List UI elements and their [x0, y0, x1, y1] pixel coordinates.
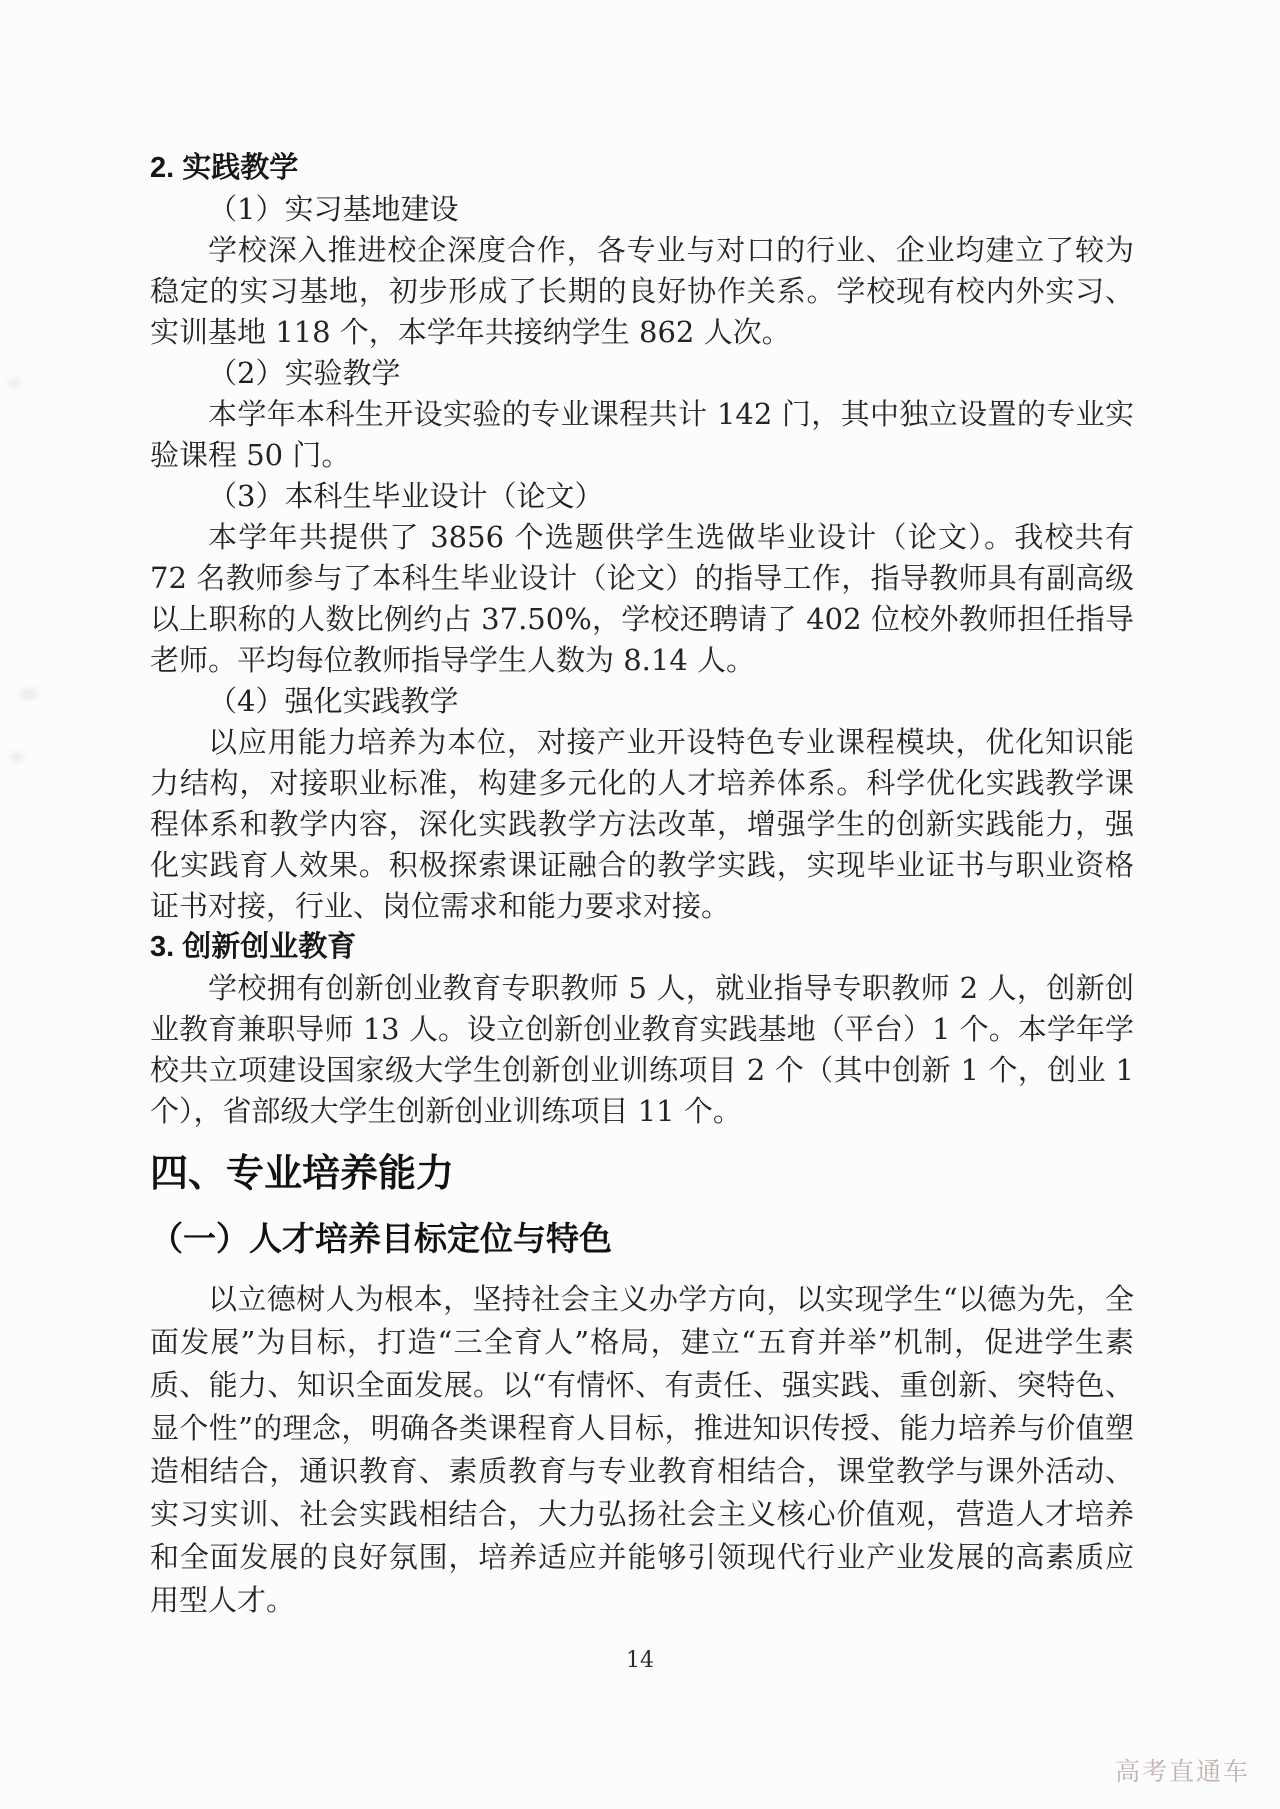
page-number: 14	[626, 1648, 654, 1673]
paragraph-talent-goal-positioning: 以立德树人为根本，坚持社会主义办学方向，以实现学生“以德为先，全面发展”为目标，打造“三全育人”格局，建立“五育并举”机制，促进学生素质、能力、知识全面发展。以“有情怀、有责任、强实践、重创新、突特色、显个性”的理念，明确各类课程育人目标，推进知识传授、能力培养与价值塑造相结合，通识教育、素质教育与专业教育相结合，课堂教学与课外活动、实习实训、社会实践相结合，大力弘扬社会主义核心价值观，营造人才培养和全面发展的良好氛围，培养适应并能够引领现代行业产业发展的高素质应用型人才。	[150, 1282, 1134, 1617]
paragraph-strengthen-practice: 以应用能力培养为本位，对接产业开设特色专业课程模块，优化知识能力结构，对接职业标准，构建多元化的人才培养体系。科学优化实践教学课程体系和教学内容，深化实践教学方法改革，增强学生的创新实践能力，强化实践育人效果。积极探索课证融合的教学实践，实现毕业证书与职业资格证书对接，行业、岗位需求和能力要求对接。	[150, 725, 1134, 923]
section-heading-practice-teaching: 2. 实践教学	[150, 152, 299, 184]
paragraph-innovation-entrepreneurship: 学校拥有创新创业教育专职教师 5 人，就业指导专职教师 2 人，创新创业教育兼职导师 13 人。设立创新创业教育实践基地（平台）1 个。本学年学校共立项建设国家级大学生创新创业训练项目 2 个（其中创新 1 个，创业 1 个），省部级大学生创新创业训练项目 11 个。	[150, 971, 1134, 1128]
subsection-title-strengthen-practice: （4）强化实践教学	[208, 684, 459, 718]
section-heading-innovation-entrepreneurship: 3. 创新创业教育	[150, 931, 357, 963]
subsection-title-graduation-design: （3）本科生毕业设计（论文）	[208, 479, 604, 513]
scan-artifact	[10, 752, 24, 762]
paragraph-internship-base: 学校深入推进校企深度合作，各专业与对口的行业、企业均建立了较为稳定的实习基地，初步形成了长期的良好协作关系。学校现有校内外实习、实训基地 118 个，本学年共接纳学生 862 人次。	[150, 233, 1134, 349]
subchapter-heading-talent-goal-positioning: （一）人才培养目标定位与特色	[150, 1220, 612, 1257]
document-body	[150, 148, 1134, 1622]
subsection-title-experiment-teaching: （2）实验教学	[208, 356, 401, 390]
paragraph-experiment-teaching: 本学年本科生开设实验的专业课程共计 142 门，其中独立设置的专业实验课程 50 门。	[150, 397, 1134, 472]
watermark-gaokao-zhitongche: 高考直通车	[1114, 1758, 1250, 1786]
subsection-title-internship-base: （1）实习基地建设	[208, 192, 459, 226]
scan-artifact	[20, 688, 38, 700]
scan-artifact	[8, 378, 22, 387]
chapter-heading-professional-training-capacity: 四、专业培养能力	[150, 1153, 455, 1195]
paragraph-graduation-design: 本学年共提供了 3856 个选题供学生选做毕业设计（论文）。我校共有 72 名教师参与了本科生毕业设计（论文）的指导工作，指导教师具有副高级以上职称的人数比例约占 37.50%，学校还聘请了 402 位校外教师担任指导老师。平均每位教师指导学生人数为 8.14 人。	[150, 520, 1134, 677]
